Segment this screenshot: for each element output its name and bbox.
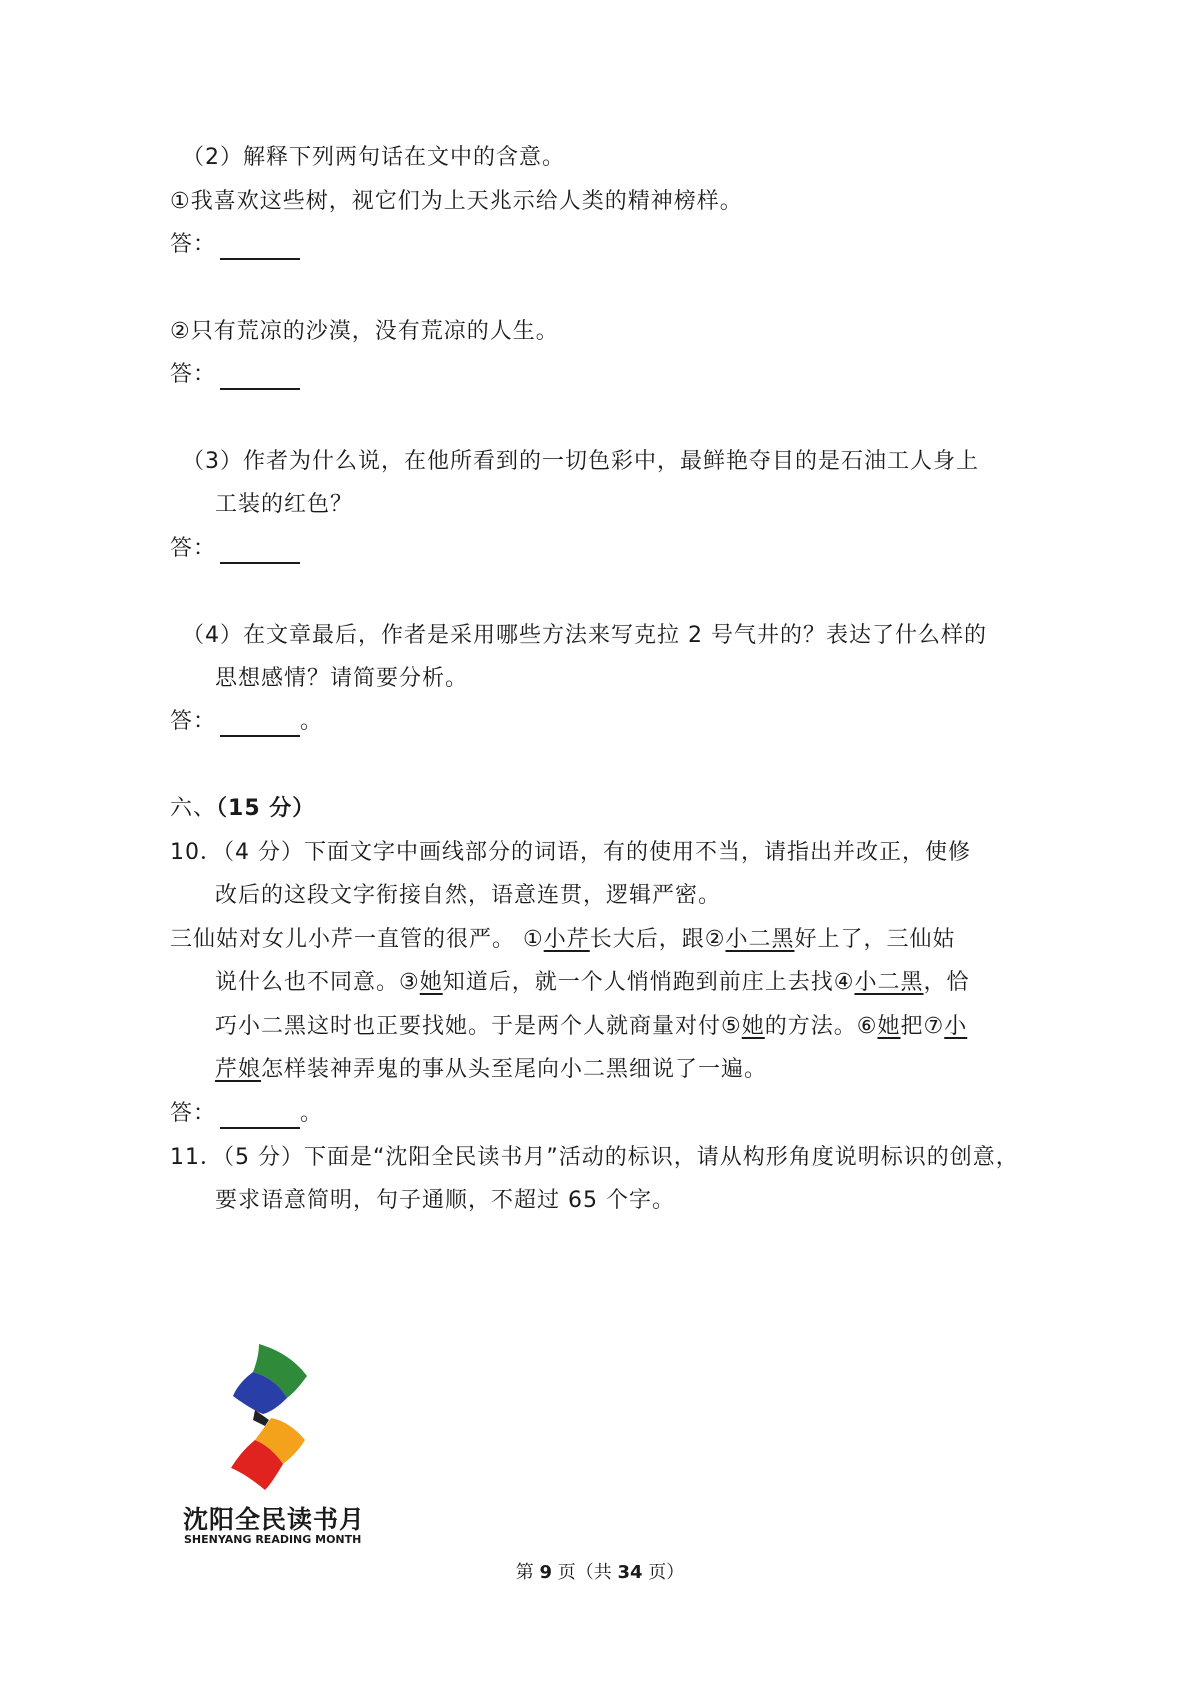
passage-text: 把⑦: [900, 1014, 945, 1039]
section-6-heading: [170, 794, 315, 824]
page-footer: [0, 1558, 1200, 1584]
q11-line-1: 11．（5 分）下面是“沈阳全民读书月”活动的标识，请从构形角度说明标识的创意，: [170, 1145, 1019, 1170]
q2-title: （2）解释下列两句话在文中的含意。: [182, 145, 565, 170]
answer-label: 答：: [170, 1101, 217, 1126]
passage-text: 怎样装神弄鬼的事从头至尾向小二黑细说了一遍。: [261, 1057, 768, 1082]
passage-text: 好上了，三仙姑: [794, 927, 956, 952]
shenyang-reading-month-logo: [183, 1340, 373, 1546]
answer-blank[interactable]: [220, 538, 300, 564]
logo-mark-icon: [183, 1340, 373, 1500]
underlined-word: 小二黑: [854, 970, 924, 995]
underlined-word: 小芹: [543, 927, 590, 952]
q2-1-answer-row: [170, 230, 300, 260]
q4-answer-row: [170, 707, 323, 737]
q2-2-answer-row: [170, 360, 300, 390]
q10-passage-line-3: [215, 1012, 967, 1042]
q10-passage-line-4: [215, 1055, 767, 1085]
q4-line-1: （4）在文章最后，作者是采用哪些方法来写克拉 2 号气井的？表达了什么样的: [182, 623, 987, 648]
passage-text: 三仙姑对女儿小芹一直管的很严。 ①: [170, 927, 544, 952]
section-score: （15 分）: [216, 796, 316, 821]
q10-passage-line-1: [170, 925, 956, 955]
answer-blank[interactable]: [220, 711, 300, 737]
footer-text: 第: [515, 1562, 540, 1583]
passage-text: 的方法。⑥: [764, 1014, 878, 1039]
answer-blank[interactable]: [220, 234, 300, 260]
underlined-word: 小二黑: [725, 927, 795, 952]
passage-text: 说什么也不同意。③: [215, 970, 420, 995]
q10-passage-line-2: [215, 968, 970, 998]
q2-sentence-1: ①我喜欢这些树，视它们为上天兆示给人类的精神榜样。: [170, 189, 743, 214]
logo-name-cn: 沈阳全民读书月: [183, 1505, 366, 1534]
q3-line-1: （3）作者为什么说，在他所看到的一切色彩中，最鲜艳夺目的是石油工人身上: [182, 449, 979, 474]
answer-label: 答：: [170, 709, 217, 734]
answer-blank[interactable]: [220, 1103, 300, 1129]
q10-answer-row: [170, 1099, 323, 1129]
total-pages: 34: [617, 1562, 643, 1583]
q2-sentence-2: ②只有荒凉的沙漠，没有荒凉的人生。: [170, 319, 559, 344]
logo-name-en: SHENYANG READING MONTH: [184, 1533, 362, 1546]
passage-text: 巧小二黑这时也正要找她。于是两个人就商量对付⑤: [215, 1014, 742, 1039]
section-label: 六、: [170, 796, 217, 821]
answer-label: 答：: [170, 232, 217, 257]
underlined-word: 小: [944, 1014, 968, 1039]
footer-text: 页）: [642, 1562, 685, 1583]
q4-line-2: 思想感情？请简要分析。: [215, 666, 469, 691]
answer-label: 答：: [170, 362, 217, 387]
passage-text: ，恰: [923, 970, 970, 995]
passage-text: 知道后，就一个人悄悄跑到前庄上去找④: [442, 970, 855, 995]
q3-line-2: 工装的红色？: [215, 492, 354, 517]
underlined-word: 她: [419, 970, 443, 995]
answer-blank[interactable]: [220, 364, 300, 390]
passage-text: 长大后，跟②: [589, 927, 726, 952]
page-number: 9: [539, 1562, 552, 1583]
q11-line-2: 要求语意简明，句子通顺，不超过 65 个字。: [215, 1188, 675, 1213]
underlined-word: 她: [877, 1014, 901, 1039]
underlined-word: 她: [741, 1014, 765, 1039]
q10-line-1: 10．（4 分）下面文字中画线部分的词语，有的使用不当，请指出并改正，使修: [170, 840, 971, 865]
underlined-word: 芹娘: [215, 1057, 262, 1082]
answer-label: 答：: [170, 536, 217, 561]
footer-text: 页（共: [552, 1562, 618, 1583]
answer-period: 。: [300, 709, 324, 734]
answer-period: 。: [300, 1101, 324, 1126]
q10-line-2: 改后的这段文字衔接自然，语意连贯，逻辑严密。: [215, 883, 722, 908]
q3-answer-row: [170, 534, 300, 564]
